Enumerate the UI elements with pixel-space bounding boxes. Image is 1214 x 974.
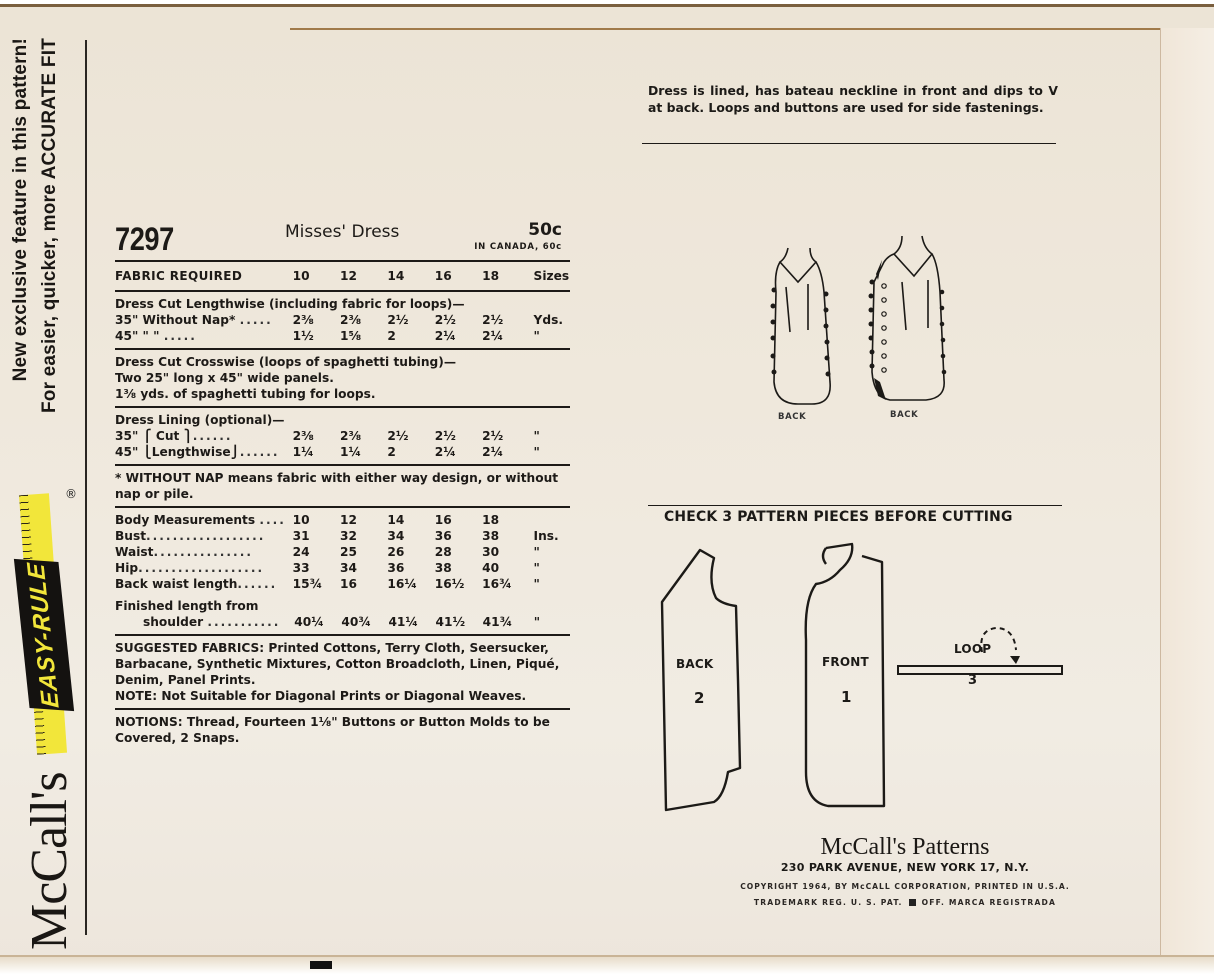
cell: 2¼ — [434, 445, 456, 459]
cell: 2¼ — [434, 329, 456, 343]
cell: 2½ — [387, 313, 409, 327]
divider — [115, 634, 570, 636]
crosswise-line: Two 25" long x 45" wide panels. — [115, 371, 334, 385]
crosswise-title: Dress Cut Crosswise (loops of spaghetti tubing)— — [115, 355, 457, 369]
pattern-name: Misses' Dress — [285, 222, 400, 242]
unit: " — [533, 561, 540, 575]
lengthwise-title: Dress Cut Lengthwise (including fabric for loops)— — [115, 297, 465, 311]
divider — [115, 464, 570, 466]
leader-dots: ...... — [192, 429, 233, 443]
cell: 2½ — [434, 313, 456, 327]
cell: 16¼ — [387, 577, 417, 591]
fabric-chart — [115, 222, 570, 746]
cell: 16¾ — [482, 577, 512, 591]
table-row — [115, 528, 570, 544]
divider — [642, 143, 1056, 144]
row-label: 45" " " — [115, 329, 160, 343]
registered-mark: ® — [65, 487, 77, 501]
cell: 1⅝ — [340, 329, 362, 343]
row-label: Back waist length — [115, 577, 238, 591]
dress-sketches — [750, 232, 960, 427]
leader-dots: ................... — [138, 561, 265, 575]
mccalls-logo-block — [18, 465, 82, 950]
publisher-address: 230 PARK AVENUE, NEW YORK 17, N.Y. — [780, 861, 1030, 874]
leader-dots: .... — [259, 513, 286, 527]
size-col: 12 — [340, 269, 358, 283]
fabric-required-label: FABRIC REQUIRED — [115, 269, 243, 283]
trademark-line — [700, 898, 1110, 908]
unit: " — [533, 429, 540, 443]
divider — [115, 506, 570, 508]
row-label: shoulder — [143, 615, 204, 629]
piece-number-loop: 3 — [968, 673, 978, 688]
dress-description: Dress is lined, has bateau neckline in front and dips to V at back. Loops and buttons are used for side fastenings. — [648, 83, 1058, 115]
cell: 1½ — [292, 329, 314, 343]
pattern-header — [115, 222, 570, 256]
cell: 36 — [387, 561, 405, 575]
pattern-pieces-outline-icon — [650, 540, 1070, 815]
banner-line-2: For easier, quicker, more ACCURATE FIT — [39, 38, 60, 414]
left-vertical-rule — [85, 40, 87, 935]
table-row — [115, 614, 570, 630]
feature-banner — [6, 38, 76, 448]
cell: 32 — [340, 529, 358, 543]
cell: 40 — [482, 561, 500, 575]
cell: 2¼ — [482, 329, 504, 343]
cell: 26 — [387, 545, 405, 559]
cell: 2⅜ — [292, 313, 314, 327]
copyright-line: COPYRIGHT 1964, BY McCALL CORPORATION, PRINTED IN U.S.A. — [740, 882, 1070, 891]
leader-dots: .................. — [146, 529, 266, 543]
divider — [115, 406, 570, 408]
trademark-left: TRADEMARK REG. U. S. PAT. — [753, 898, 903, 907]
cell: 36 — [434, 529, 452, 543]
piece-name-front: FRONT — [822, 655, 869, 669]
publisher-name: McCall's Patterns — [820, 834, 990, 860]
cell: 16½ — [434, 577, 465, 591]
cell: 14 — [387, 513, 405, 527]
cell: 25 — [340, 545, 358, 559]
cell: 40¼ — [294, 615, 324, 629]
lining-title: Dress Lining (optional)— — [115, 413, 285, 427]
row-label: Body Measurements — [115, 513, 256, 527]
cell: 2½ — [482, 313, 504, 327]
table-row — [115, 560, 570, 576]
check-pieces-title: CHECK 3 PATTERN PIECES BEFORE CUTTING — [664, 509, 1013, 525]
cell: 24 — [292, 545, 310, 559]
cell: 41½ — [435, 615, 466, 629]
piece-number-front: 1 — [841, 688, 852, 706]
crosswise-line: 1⅜ yds. of spaghetti tubing for loops. — [115, 387, 376, 401]
divider — [115, 260, 570, 262]
cell: 16 — [340, 577, 358, 591]
leader-dots: ..... — [239, 313, 273, 327]
size-col: 18 — [482, 269, 500, 283]
row-label: 35" ⎧ Cut ⎫ — [115, 429, 193, 443]
cell: 2½ — [434, 429, 456, 443]
cell: 15¾ — [292, 577, 323, 591]
row-label: 45" ⎩Lengthwise⎭ — [115, 445, 240, 459]
dress-back-illustrations-icon — [750, 232, 960, 407]
cell: 2⅜ — [340, 429, 362, 443]
fabrics-note: NOTE: Not Suitable for Diagonal Prints or Diagonal Weaves. — [115, 689, 527, 703]
size-col: 14 — [387, 269, 405, 283]
envelope-bottom-edge — [0, 955, 1214, 974]
sketch-label: BACK — [778, 412, 807, 422]
divider — [115, 348, 570, 350]
cell: 18 — [482, 513, 500, 527]
unit: " — [533, 545, 540, 559]
cell: 12 — [340, 513, 358, 527]
cell: 2 — [387, 329, 396, 343]
finished-length-label: Finished length from — [115, 599, 259, 613]
cell: 28 — [434, 545, 452, 559]
divider — [115, 708, 570, 710]
envelope-right-fold — [1160, 28, 1214, 964]
cell: 38 — [434, 561, 452, 575]
leader-dots: ..... — [163, 329, 197, 343]
cell: 2 — [387, 445, 396, 459]
sketch-label: BACK — [890, 410, 919, 420]
unit: " — [533, 577, 540, 591]
piece-name-back: BACK — [676, 657, 714, 671]
row-label: Hip — [115, 561, 139, 575]
divider — [115, 290, 570, 292]
unit: Ins. — [533, 529, 559, 543]
table-row — [115, 428, 570, 444]
row-label: Bust — [115, 529, 147, 543]
trademark-right: OFF. MARCA REGISTRADA — [921, 898, 1057, 907]
cell: 30 — [482, 545, 500, 559]
cell: 41¼ — [388, 615, 419, 629]
cell: 1¼ — [340, 445, 362, 459]
cell: 16 — [434, 513, 452, 527]
banner-line-1: New exclusive feature in this pattern! — [10, 38, 31, 382]
unit: " — [533, 329, 540, 343]
unit: " — [533, 615, 541, 629]
cell: 34 — [340, 561, 358, 575]
price: 50c — [528, 220, 562, 240]
table-row — [115, 444, 570, 460]
cell: 2¼ — [482, 445, 504, 459]
cell: 2½ — [482, 429, 504, 443]
square-bullet-icon — [909, 899, 916, 906]
cell: 2⅜ — [292, 429, 314, 443]
cell: 31 — [292, 529, 310, 543]
piece-name-loop: LOOP — [954, 642, 992, 656]
envelope-flap-edge — [290, 28, 1210, 30]
price-canada: IN CANADA, 60c — [474, 242, 562, 252]
sizes-header-row — [115, 266, 570, 286]
cell: 40¾ — [341, 615, 371, 629]
measurements-header-row — [115, 512, 570, 528]
row-label: 35" Without Nap* — [115, 313, 236, 327]
table-row — [115, 328, 570, 344]
bottom-notch-mark — [310, 961, 332, 969]
size-col: 10 — [292, 269, 310, 283]
unit: Yds. — [533, 313, 563, 327]
cell: 2½ — [387, 429, 409, 443]
table-row — [115, 312, 570, 328]
suggested-fabrics: SUGGESTED FABRICS: Printed Cottons, Terry Cloth, Seersucker, Barbacane, Synthetic Mixtures, Cotton Broadcloth, Linen, Piqué, Denim, Panel Prints. — [115, 641, 560, 687]
leader-dots: ........... — [207, 615, 281, 629]
cell: 2⅜ — [340, 313, 362, 327]
pattern-number: 7297 — [115, 221, 174, 257]
cell: 10 — [292, 513, 310, 527]
leader-dots: ...... — [237, 577, 278, 591]
cell: 41¾ — [482, 615, 513, 629]
pattern-pieces-diagram — [650, 540, 1070, 815]
table-row — [115, 576, 570, 592]
mccalls-logo: McCall's — [21, 772, 78, 950]
cell: 33 — [292, 561, 310, 575]
leader-dots: ...... — [239, 445, 280, 459]
easy-rule-badge: EASY-RULE — [14, 559, 74, 711]
piece-number-back: 2 — [694, 689, 705, 707]
divider — [648, 505, 1062, 506]
cell: 1¼ — [292, 445, 314, 459]
cell: 38 — [482, 529, 500, 543]
cell: 34 — [387, 529, 405, 543]
leader-dots: ............... — [153, 545, 253, 559]
table-row — [115, 544, 570, 560]
nap-note: * WITHOUT NAP means fabric with either way design, or without nap or pile. — [115, 471, 559, 501]
row-label: Waist — [115, 545, 154, 559]
unit: " — [533, 445, 540, 459]
size-col: 16 — [434, 269, 452, 283]
notions: NOTIONS: Thread, Fourteen 1⅛" Buttons or Button Molds to be Covered, 2 Snaps. — [115, 715, 550, 745]
sizes-label: Sizes — [533, 269, 570, 283]
